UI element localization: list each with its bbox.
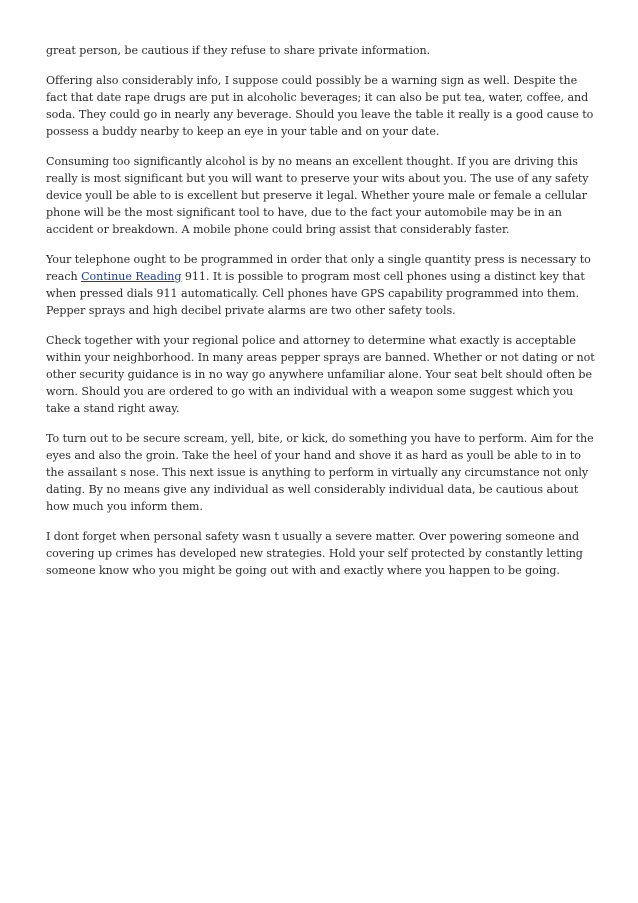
paragraph-6: To turn out to be secure scream, yell, bite, or kick, do something you have to perform. Aim for the eyes and also the groin. Take the heel of your hand and shove it as hard as youll be able to in to the assailant s nose. This next issue is anything to perform in virtually any circumstance not only dating. By no means give any individual as well considerably individual data, be cautious about how much you inform them. <box>46 432 594 513</box>
paragraph-4 <box>46 251 598 319</box>
paragraph-7: I dont forget when personal safety wasn t usually a severe matter. Over powering someone and covering up crimes has developed new strategies. Hold your self protected by constantly letting someone know who you might be going out with and exactly where you happen to be going. <box>46 530 583 577</box>
document-body <box>46 42 598 592</box>
paragraph-1: great person, be cautious if they refuse to share private information. <box>46 44 431 57</box>
paragraph-2: Offering also considerably info, I suppose could possibly be a warning sign as well. Despite the fact that date rape drugs are put in alcoholic beverages; it can also be put tea, water, coffee, and soda. They could go in nearly any beverage. Should you leave the table it really is a good cause to possess a buddy nearby to keep an eye in your table and on your date. <box>46 74 594 138</box>
paragraph-4-text-after-link: 911. It is possible to program most cell phones using a distinct key that when pressed dials 911 automatically. Cell phones have GPS capability programmed into them. Pepper sprays and high decibel private alarms are two other safety tools. <box>46 270 585 317</box>
paragraph-5: Check together with your regional police and attorney to determine what exactly is acceptable within your neighborhood. In many areas pepper sprays are banned. Whether or not dating or not other security guidance is in no way go anywhere unfamiliar alone. Your seat belt should often be worn. Should you are ordered to go with an individual with a weapon some suggest which you take a stand right away. <box>46 334 595 415</box>
paragraph-4-text-before-link: Your telephone ought to be programmed in order that only a single quantity press is necessary to reach <box>46 253 591 283</box>
continue-reading-link[interactable]: Continue Reading <box>81 270 182 283</box>
paragraph-3: Consuming too significantly alcohol is by no means an excellent thought. If you are driving this really is most significant but you will want to preserve your wits about you. The use of any safety device youll be able to is excellent but preserve it legal. Whether youre male or female a cellular phone will be the most significant tool to have, due to the fact your automobile may be in an accident or breakdown. A mobile phone could bring assist that considerably faster. <box>46 155 589 236</box>
